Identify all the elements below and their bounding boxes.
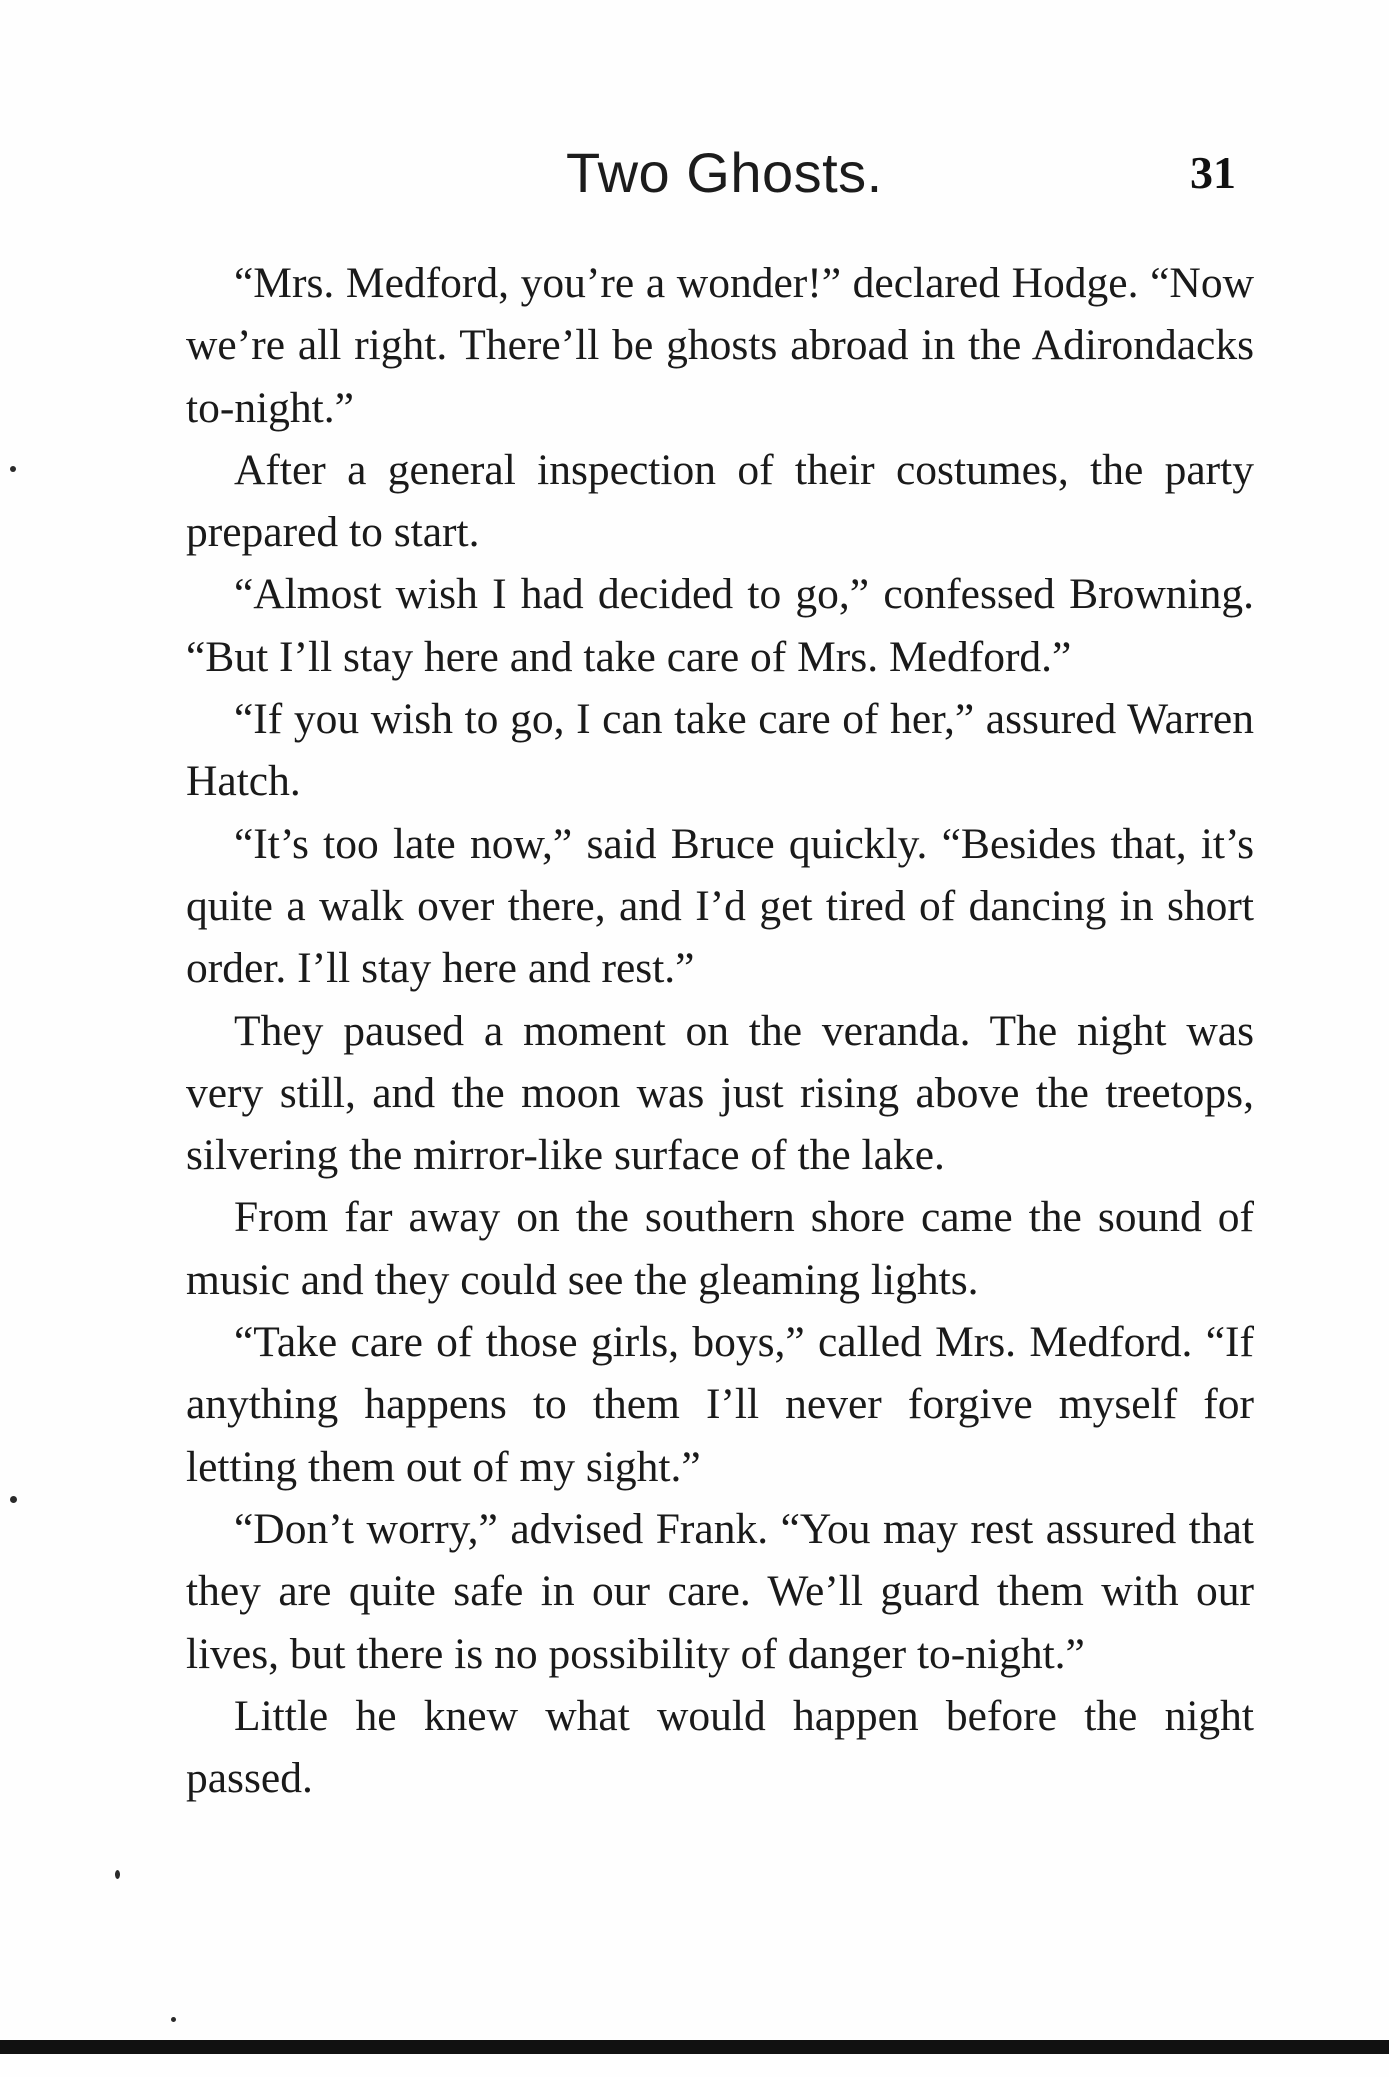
paragraph: They paused a moment on the veranda. The night was very still, and the moon was just rising above the treetops, silvering the mirror-like surface of the lake. [186,1006,1254,1180]
paragraph: “It’s too late now,” said Bruce quickly. “Besides that, it’s quite a walk over there, and I’d get tired of dancing in short order. I’ll stay here and rest.” [186,819,1254,993]
paragraph: “If you wish to go, I can take care of her,” assured Warren Hatch. [186,695,1254,806]
scan-speck [171,2017,176,2022]
running-head [0,140,1389,220]
paragraph: “Almost wish I had decided to go,” confessed Browning. “But I’ll stay here and take care of Mrs. Medford.” [186,570,1254,681]
paragraph: Little he knew what would happen before the night passed. [186,1691,1254,1803]
paragraph: After a general inspection of their costumes, the party prepared to start. [186,445,1254,557]
body-text [186,252,1254,1809]
page-number: 31 [1190,147,1236,198]
scan-speck [10,466,16,472]
running-title: Two Ghosts. [566,141,883,204]
scan-speck [10,1496,17,1503]
paragraph: “Mrs. Medford, you’re a wonder!” declared Hodge. “Now we’re all right. There’ll be ghosts abroad in the Adirondacks to-night.” [186,259,1254,432]
paragraph: “Don’t worry,” advised Frank. “You may rest assured that they are quite safe in our care. We’ll guard them with our lives, but there is no possibility of danger to-night.” [186,1504,1254,1678]
scan-speck [115,1870,120,1879]
paragraph: From far away on the southern shore came the sound of music and they could see the gleaming lights. [186,1193,1254,1304]
bottom-rule [0,2040,1389,2054]
paragraph: “Take care of those girls, boys,” called Mrs. Medford. “If anything happens to them I’ll never forgive myself for letting them out of my sight.” [186,1318,1254,1491]
